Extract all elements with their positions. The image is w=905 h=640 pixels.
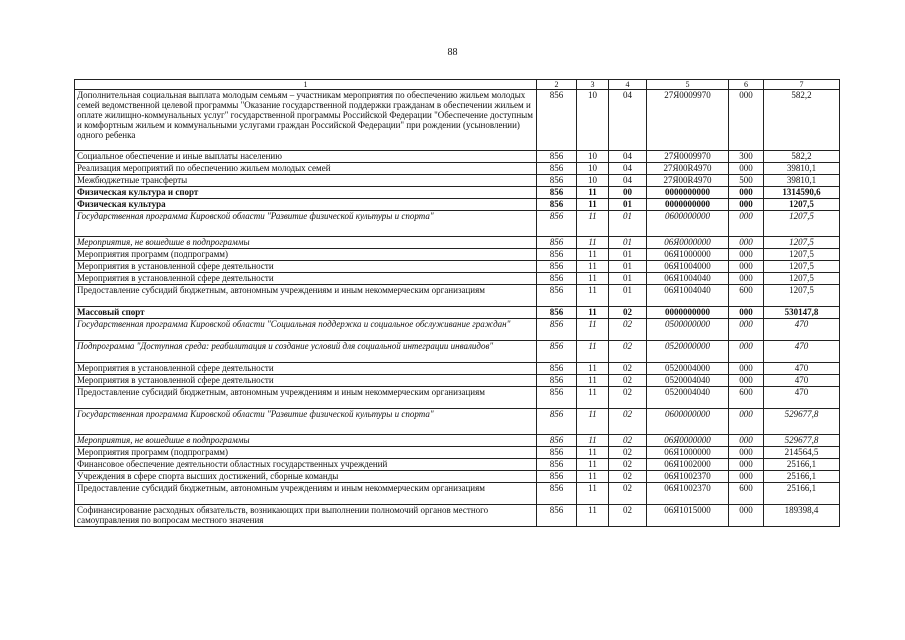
row-subsection-cell: 02 (609, 505, 647, 527)
row-amount-cell: 1207,5 (764, 249, 840, 261)
column-header: 2 (537, 80, 577, 90)
row-target-article-cell: 27Я00R4970 (647, 175, 729, 187)
row-section-cell: 11 (577, 483, 609, 505)
row-target-article-cell: 06Я0000000 (647, 237, 729, 249)
table-row (75, 307, 840, 319)
row-section-cell: 11 (577, 505, 609, 527)
row-subsection-cell: 02 (609, 471, 647, 483)
row-ved-cell: 856 (537, 483, 577, 505)
row-name-cell: Предоставление субсидий бюджетным, автономным учреждениям и иным некоммерческим организациям (75, 483, 537, 505)
row-subsection-cell: 01 (609, 211, 647, 237)
row-ved-cell: 856 (537, 151, 577, 163)
row-amount-cell: 529677,8 (764, 409, 840, 435)
row-expense-type-cell: 300 (729, 151, 764, 163)
row-subsection-cell: 02 (609, 435, 647, 447)
row-name-cell: Подпрограмма "Доступная среда: реабилитация и создание условий для социальной интеграции инвалидов" (75, 341, 537, 363)
table-row (75, 175, 840, 187)
row-name-cell: Мероприятия, не вошедшие в подпрограммы (75, 435, 537, 447)
row-target-article-cell: 0000000000 (647, 307, 729, 319)
table-row (75, 447, 840, 459)
row-amount-cell: 582,2 (764, 90, 840, 151)
row-name-cell: Мероприятия в установленной сфере деятельности (75, 273, 537, 285)
row-ved-cell: 856 (537, 249, 577, 261)
row-name-cell: Предоставление субсидий бюджетным, автономным учреждениям и иным некоммерческим организациям (75, 285, 537, 307)
row-name-cell: Мероприятия в установленной сфере деятельности (75, 261, 537, 273)
row-subsection-cell: 02 (609, 459, 647, 471)
row-expense-type-cell: 000 (729, 447, 764, 459)
row-section-cell: 11 (577, 199, 609, 211)
row-target-article-cell: 0600000000 (647, 211, 729, 237)
row-subsection-cell: 01 (609, 273, 647, 285)
row-amount-cell: 529677,8 (764, 435, 840, 447)
table-row (75, 319, 840, 341)
row-subsection-cell: 02 (609, 447, 647, 459)
table-row (75, 471, 840, 483)
row-target-article-cell: 06Я1004040 (647, 285, 729, 307)
table-row (75, 199, 840, 211)
table-row (75, 341, 840, 363)
row-ved-cell: 856 (537, 261, 577, 273)
row-ved-cell: 856 (537, 237, 577, 249)
row-expense-type-cell: 500 (729, 175, 764, 187)
row-section-cell: 10 (577, 90, 609, 151)
row-expense-type-cell: 000 (729, 163, 764, 175)
row-expense-type-cell: 000 (729, 319, 764, 341)
row-name-cell: Физическая культура и спорт (75, 187, 537, 199)
row-amount-cell: 214564,5 (764, 447, 840, 459)
row-amount-cell: 1207,5 (764, 261, 840, 273)
row-name-cell: Учреждения в сфере спорта высших достижений, сборные команды (75, 471, 537, 483)
row-target-article-cell: 0520004040 (647, 387, 729, 409)
row-section-cell: 11 (577, 375, 609, 387)
row-target-article-cell: 06Я1002370 (647, 471, 729, 483)
row-target-article-cell: 06Я1004040 (647, 273, 729, 285)
column-header: 3 (577, 80, 609, 90)
row-subsection-cell: 01 (609, 237, 647, 249)
row-subsection-cell: 02 (609, 307, 647, 319)
row-target-article-cell: 0000000000 (647, 199, 729, 211)
row-subsection-cell: 04 (609, 90, 647, 151)
row-target-article-cell: 0000000000 (647, 187, 729, 199)
row-target-article-cell: 06Я1004000 (647, 261, 729, 273)
row-name-cell: Государственная программа Кировской области "Социальная поддержка и социальное обслуживание граждан" (75, 319, 537, 341)
table-row (75, 409, 840, 435)
row-expense-type-cell: 000 (729, 261, 764, 273)
row-section-cell: 11 (577, 249, 609, 261)
row-section-cell: 11 (577, 409, 609, 435)
row-ved-cell: 856 (537, 285, 577, 307)
row-amount-cell: 530147,8 (764, 307, 840, 319)
row-section-cell: 10 (577, 151, 609, 163)
row-expense-type-cell: 000 (729, 249, 764, 261)
row-amount-cell: 470 (764, 375, 840, 387)
table-row (75, 261, 840, 273)
row-amount-cell: 1207,5 (764, 237, 840, 249)
table-row (75, 211, 840, 237)
row-section-cell: 11 (577, 435, 609, 447)
row-ved-cell: 856 (537, 409, 577, 435)
row-name-cell: Дополнительная социальная выплата молодым семьям – участникам мероприятия по обеспечению жильем молодых семей ведомственной целевой программы "Оказание государственной поддержки гражданам в обеспечении жильем и оплате жилищно-коммунальных услуг" государственной программы Российской Федерации "Обеспечение доступным и комфортным жильем и коммунальными услугами граждан Российской Федерации" при рождении (усыновлении) одного ребенка (75, 90, 537, 151)
row-name-cell: Финансовое обеспечение деятельности областных государственных учреждений (75, 459, 537, 471)
table-row (75, 505, 840, 527)
row-expense-type-cell: 000 (729, 375, 764, 387)
row-subsection-cell: 01 (609, 261, 647, 273)
row-ved-cell: 856 (537, 447, 577, 459)
row-expense-type-cell: 000 (729, 237, 764, 249)
row-subsection-cell: 00 (609, 187, 647, 199)
row-amount-cell: 25166,1 (764, 483, 840, 505)
row-expense-type-cell: 000 (729, 90, 764, 151)
row-subsection-cell: 02 (609, 483, 647, 505)
row-target-article-cell: 0600000000 (647, 409, 729, 435)
row-amount-cell: 1207,5 (764, 199, 840, 211)
row-section-cell: 11 (577, 261, 609, 273)
table-row (75, 273, 840, 285)
row-target-article-cell: 0520004040 (647, 375, 729, 387)
row-subsection-cell: 01 (609, 249, 647, 261)
row-section-cell: 11 (577, 187, 609, 199)
row-ved-cell: 856 (537, 187, 577, 199)
row-section-cell: 11 (577, 447, 609, 459)
row-section-cell: 11 (577, 273, 609, 285)
row-amount-cell: 25166,1 (764, 459, 840, 471)
table-row (75, 163, 840, 175)
row-amount-cell: 39810,1 (764, 175, 840, 187)
row-expense-type-cell: 600 (729, 387, 764, 409)
row-ved-cell: 856 (537, 375, 577, 387)
row-section-cell: 11 (577, 459, 609, 471)
row-ved-cell: 856 (537, 211, 577, 237)
row-section-cell: 11 (577, 387, 609, 409)
row-subsection-cell: 01 (609, 285, 647, 307)
row-subsection-cell: 02 (609, 375, 647, 387)
row-name-cell: Софинансирование расходных обязательств, возникающих при выполнении полномочий органов местного самоуправления по вопросам местного значения (75, 505, 537, 527)
row-ved-cell: 856 (537, 199, 577, 211)
row-section-cell: 11 (577, 341, 609, 363)
row-target-article-cell: 0520000000 (647, 341, 729, 363)
row-target-article-cell: 06Я1002370 (647, 483, 729, 505)
row-target-article-cell: 06Я1002000 (647, 459, 729, 471)
row-target-article-cell: 27Я00R4970 (647, 163, 729, 175)
row-section-cell: 11 (577, 211, 609, 237)
row-expense-type-cell: 600 (729, 483, 764, 505)
row-name-cell: Предоставление субсидий бюджетным, автономным учреждениям и иным некоммерческим организациям (75, 387, 537, 409)
row-name-cell: Мероприятия, не вошедшие в подпрограммы (75, 237, 537, 249)
row-target-article-cell: 06Я1000000 (647, 249, 729, 261)
row-name-cell: Реализация мероприятий по обеспечению жильем молодых семей (75, 163, 537, 175)
row-amount-cell: 189398,4 (764, 505, 840, 527)
row-name-cell: Мероприятия программ (подпрограмм) (75, 249, 537, 261)
row-ved-cell: 856 (537, 319, 577, 341)
row-amount-cell: 1207,5 (764, 211, 840, 237)
row-ved-cell: 856 (537, 435, 577, 447)
row-target-article-cell: 27Я0009970 (647, 151, 729, 163)
row-ved-cell: 856 (537, 307, 577, 319)
row-amount-cell: 470 (764, 341, 840, 363)
column-header: 7 (764, 80, 840, 90)
row-subsection-cell: 02 (609, 363, 647, 375)
row-target-article-cell: 0500000000 (647, 319, 729, 341)
budget-table (74, 79, 840, 527)
row-amount-cell: 39810,1 (764, 163, 840, 175)
table-row (75, 90, 840, 151)
row-ved-cell: 856 (537, 387, 577, 409)
row-amount-cell: 25166,1 (764, 471, 840, 483)
row-expense-type-cell: 000 (729, 187, 764, 199)
column-header: 1 (75, 80, 537, 90)
table-row (75, 237, 840, 249)
table-row (75, 483, 840, 505)
row-section-cell: 11 (577, 319, 609, 341)
row-name-cell: Мероприятия в установленной сфере деятельности (75, 363, 537, 375)
row-ved-cell: 856 (537, 505, 577, 527)
row-section-cell: 10 (577, 163, 609, 175)
table-row (75, 387, 840, 409)
table-row (75, 435, 840, 447)
row-name-cell: Физическая культура (75, 199, 537, 211)
row-ved-cell: 856 (537, 273, 577, 285)
table-header-row (75, 80, 840, 90)
row-subsection-cell: 02 (609, 341, 647, 363)
row-section-cell: 11 (577, 307, 609, 319)
row-subsection-cell: 04 (609, 163, 647, 175)
table-row (75, 375, 840, 387)
table-row (75, 459, 840, 471)
row-expense-type-cell: 000 (729, 273, 764, 285)
row-name-cell: Массовый спорт (75, 307, 537, 319)
row-amount-cell: 1314590,6 (764, 187, 840, 199)
row-expense-type-cell: 000 (729, 505, 764, 527)
row-expense-type-cell: 000 (729, 363, 764, 375)
row-target-article-cell: 06Я1000000 (647, 447, 729, 459)
row-expense-type-cell: 000 (729, 409, 764, 435)
row-target-article-cell: 27Я0009970 (647, 90, 729, 151)
row-amount-cell: 470 (764, 319, 840, 341)
row-subsection-cell: 04 (609, 175, 647, 187)
page-number: 88 (447, 47, 458, 58)
row-section-cell: 11 (577, 363, 609, 375)
row-ved-cell: 856 (537, 163, 577, 175)
row-subsection-cell: 02 (609, 387, 647, 409)
row-name-cell: Мероприятия программ (подпрограмм) (75, 447, 537, 459)
row-subsection-cell: 04 (609, 151, 647, 163)
row-ved-cell: 856 (537, 90, 577, 151)
row-name-cell: Мероприятия в установленной сфере деятельности (75, 375, 537, 387)
table-row (75, 285, 840, 307)
row-name-cell: Межбюджетные трансферты (75, 175, 537, 187)
column-header: 4 (609, 80, 647, 90)
row-subsection-cell: 02 (609, 319, 647, 341)
row-target-article-cell: 06Я0000000 (647, 435, 729, 447)
row-ved-cell: 856 (537, 471, 577, 483)
column-header: 5 (647, 80, 729, 90)
row-section-cell: 10 (577, 175, 609, 187)
row-expense-type-cell: 000 (729, 435, 764, 447)
row-expense-type-cell: 000 (729, 459, 764, 471)
row-expense-type-cell: 000 (729, 211, 764, 237)
row-ved-cell: 856 (537, 341, 577, 363)
table-row (75, 187, 840, 199)
row-amount-cell: 1207,5 (764, 273, 840, 285)
table-row (75, 151, 840, 163)
column-header: 6 (729, 80, 764, 90)
table-row (75, 363, 840, 375)
row-expense-type-cell: 600 (729, 285, 764, 307)
row-subsection-cell: 02 (609, 409, 647, 435)
row-ved-cell: 856 (537, 363, 577, 375)
row-name-cell: Государственная программа Кировской области "Развитие физической культуры и спорта" (75, 211, 537, 237)
row-target-article-cell: 06Я1015000 (647, 505, 729, 527)
row-section-cell: 11 (577, 471, 609, 483)
row-expense-type-cell: 000 (729, 471, 764, 483)
table-row (75, 249, 840, 261)
row-target-article-cell: 0520004000 (647, 363, 729, 375)
row-expense-type-cell: 000 (729, 341, 764, 363)
row-amount-cell: 582,2 (764, 151, 840, 163)
row-amount-cell: 470 (764, 387, 840, 409)
row-expense-type-cell: 000 (729, 199, 764, 211)
row-name-cell: Социальное обеспечение и иные выплаты населению (75, 151, 537, 163)
row-section-cell: 11 (577, 237, 609, 249)
row-section-cell: 11 (577, 285, 609, 307)
row-expense-type-cell: 000 (729, 307, 764, 319)
row-amount-cell: 470 (764, 363, 840, 375)
row-ved-cell: 856 (537, 175, 577, 187)
row-subsection-cell: 01 (609, 199, 647, 211)
row-amount-cell: 1207,5 (764, 285, 840, 307)
row-ved-cell: 856 (537, 459, 577, 471)
row-name-cell: Государственная программа Кировской области "Развитие физической культуры и спорта" (75, 409, 537, 435)
